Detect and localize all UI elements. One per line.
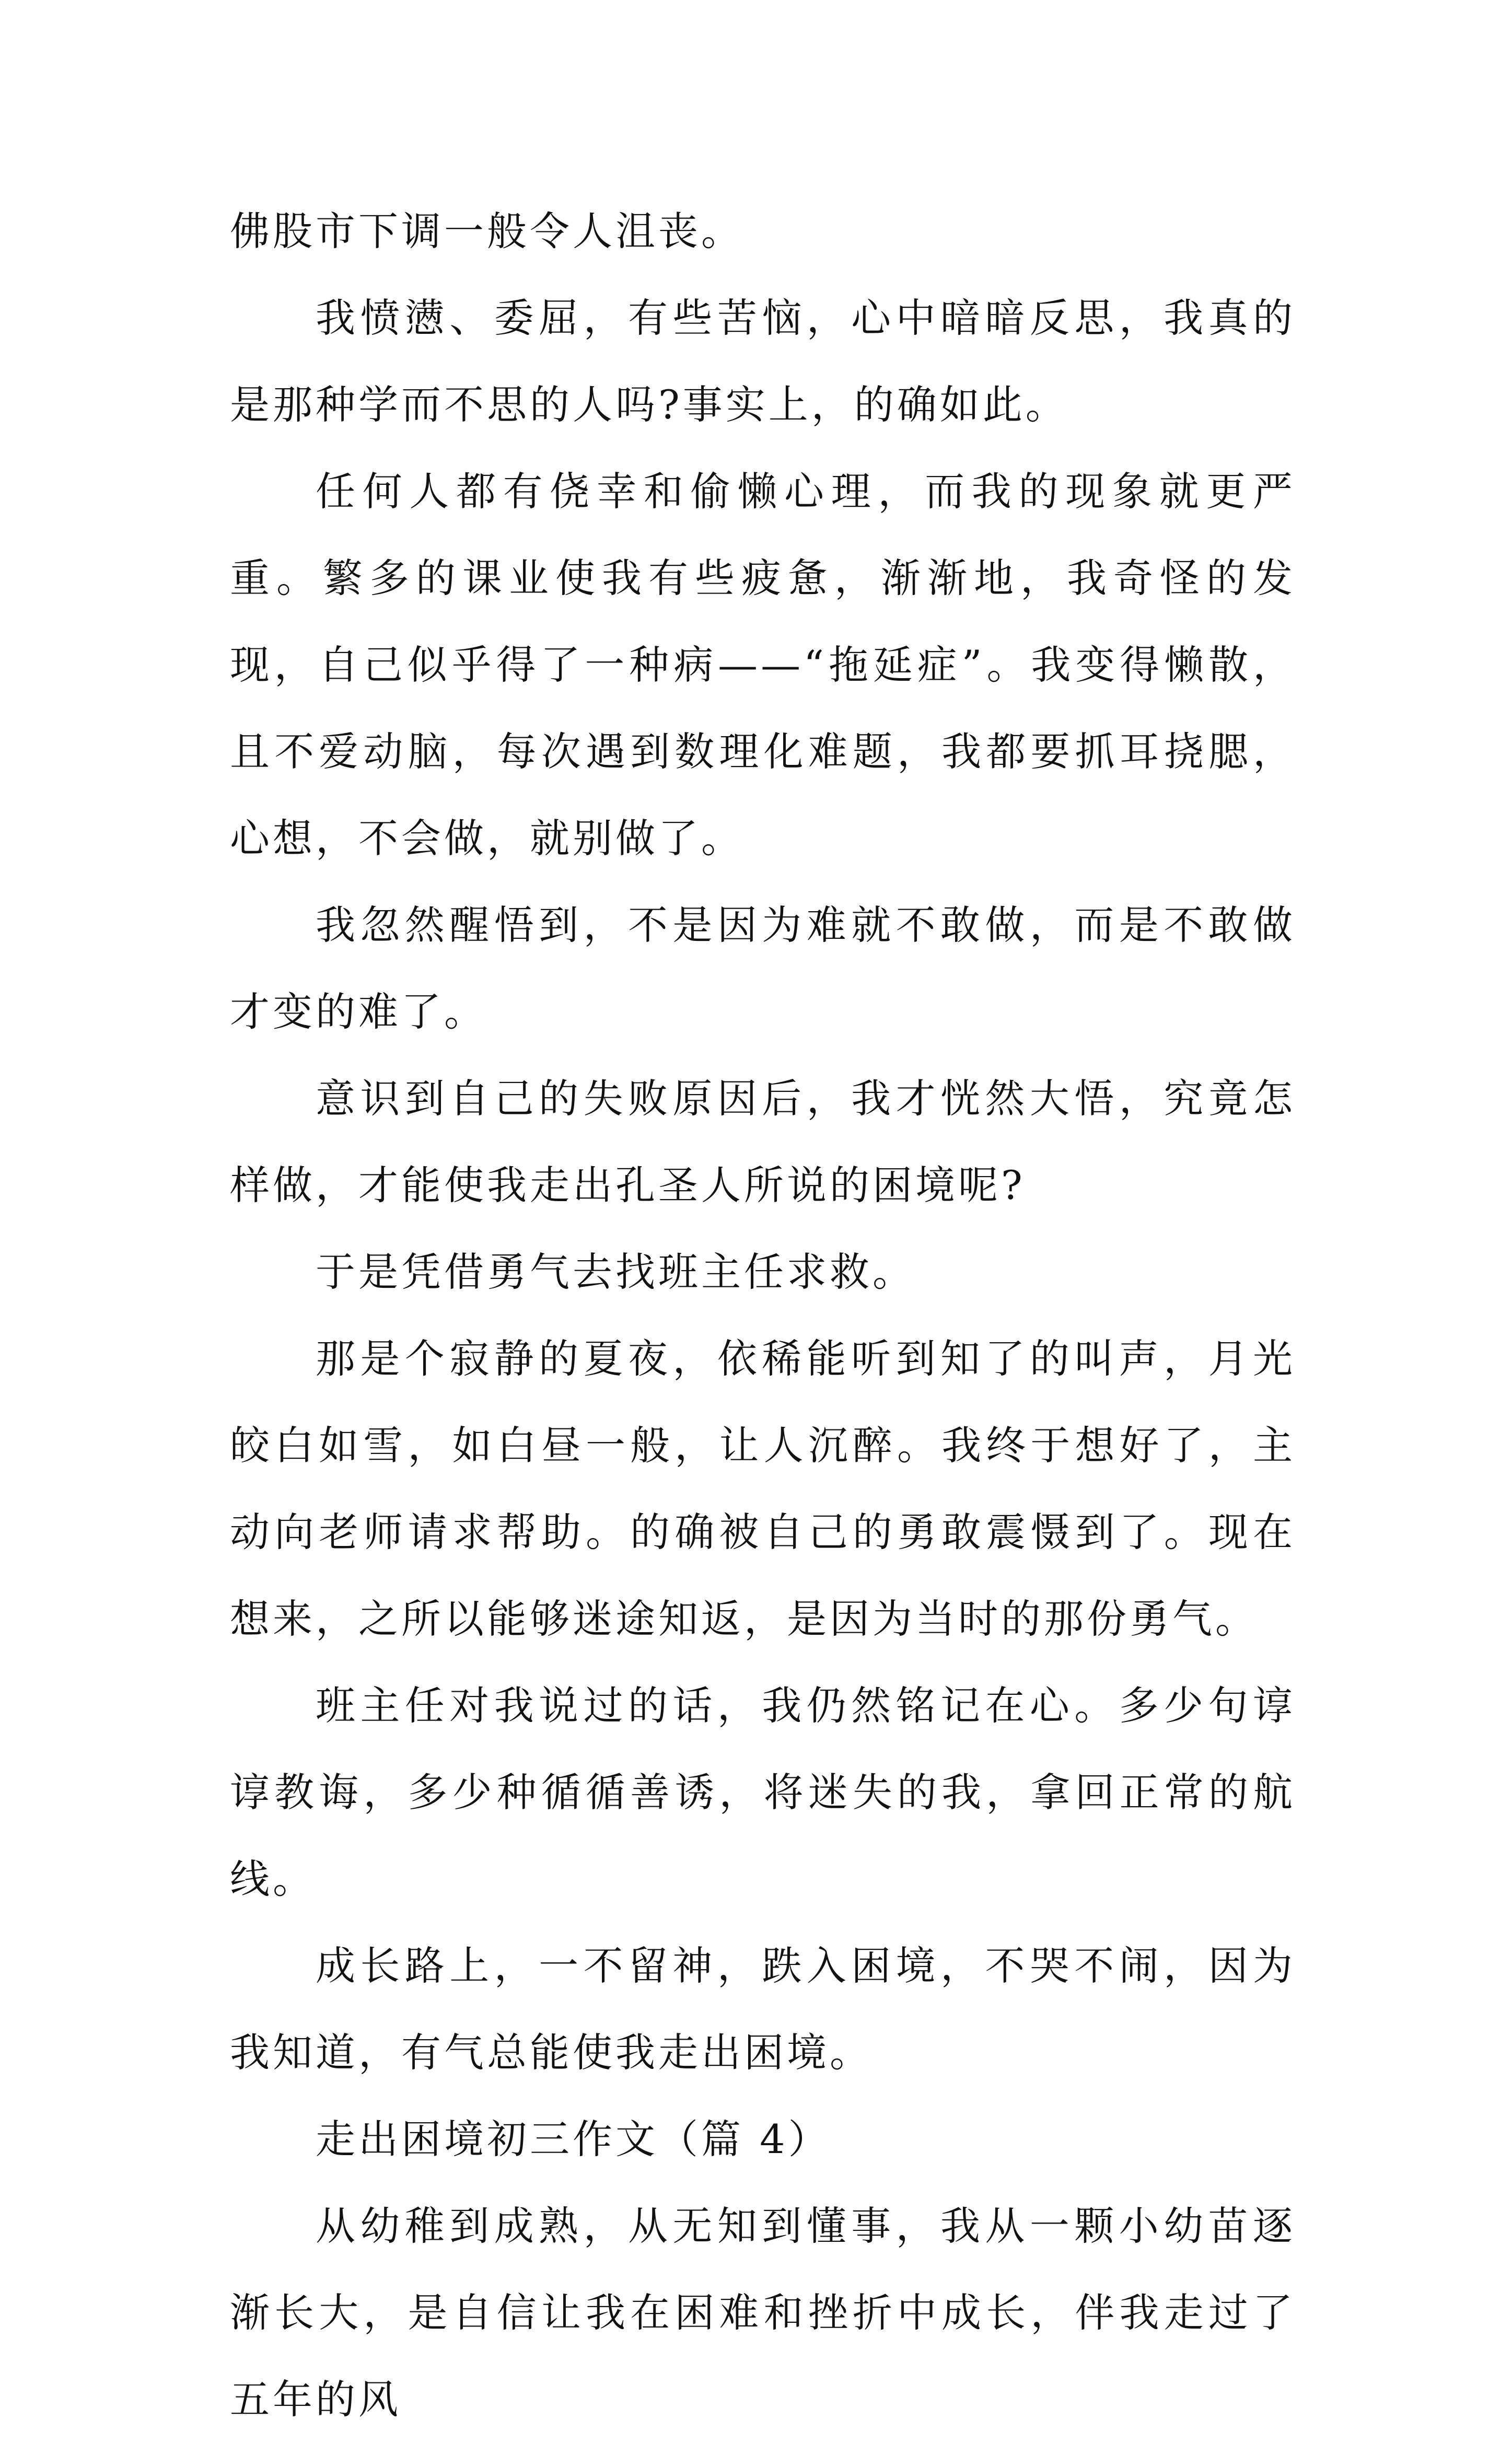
- document-body: [230, 188, 1296, 2443]
- paragraph: 于是凭借勇气去找班主任求救。: [316, 1249, 915, 1295]
- paragraph: 任何人都有侥幸和偷懒心理，而我的现象就更严重。繁多的课业使我有些疲惫，渐渐地，我奇怪的发现，自己似乎得了一种病——“拖延症”。我变得懒散，且不爱动脑，每次遇到数理化难题，我都要抓耳挠腮，心想，不会做，就别做了。: [230, 468, 1296, 862]
- paragraph-continued: 佛股市下调一般令人沮丧。: [230, 208, 744, 254]
- paragraph: 成长路上，一不留神，跌入困境，不哭不闹，因为我知道，有气总能使我走出困境。: [230, 1942, 1296, 2076]
- section-heading: 走出困境初三作文（篇 4）: [316, 2116, 831, 2162]
- paragraph: 我忽然醒悟到，不是因为难就不敢做，而是不敢做才变的难了。: [230, 902, 1296, 1035]
- paragraph: 那是个寂静的夏夜，依稀能听到知了的叫声，月光皎白如雪，如白昼一般，让人沉醉。我终于想好了，主动向老师请求帮助。的确被自己的勇敢震慑到了。现在想来，之所以能够迷途知返，是因为当时的那份勇气。: [230, 1335, 1296, 1642]
- paragraph: 意识到自己的失败原因后，我才恍然大悟，究竟怎样做，才能使我走出孔圣人所说的困境呢?: [230, 1075, 1296, 1208]
- paragraph: 我愤懑、委屈，有些苦恼，心中暗暗反思，我真的是那种学而不思的人吗?事实上，的确如此。: [230, 295, 1296, 428]
- paragraph: 班主任对我说过的话，我仍然铭记在心。多少句谆谆教诲，多少种循循善诱，将迷失的我，拿回正常的航线。: [230, 1682, 1296, 1902]
- paragraph: 从幼稚到成熟，从无知到懂事，我从一颗小幼苗逐渐长大，是自信让我在困难和挫折中成长，伴我走过了五年的风: [230, 2203, 1296, 2423]
